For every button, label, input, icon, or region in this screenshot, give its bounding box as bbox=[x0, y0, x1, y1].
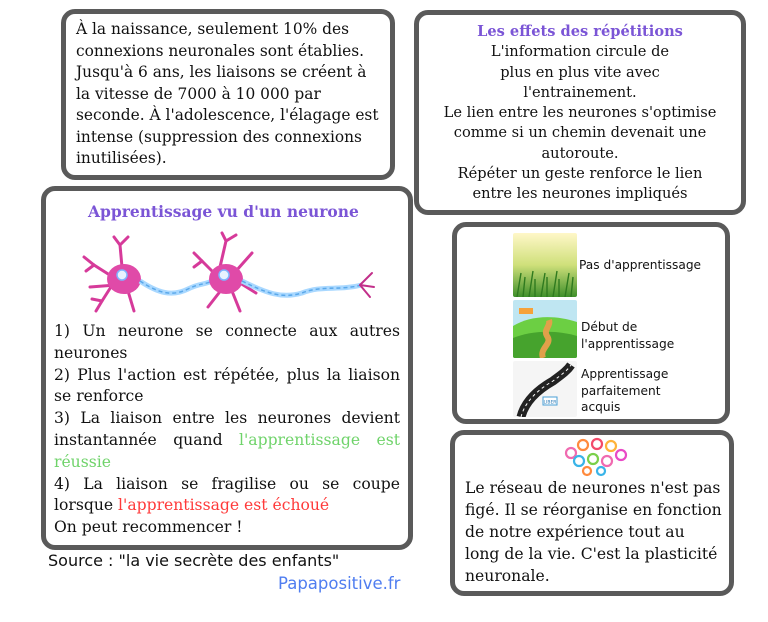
repetition-effects-card bbox=[414, 10, 746, 215]
birth-facts-text: À la naissance, seulement 10% des connexions neuronales sont établies. Jusqu'à 6 ans, les liaisons se créent à la vitesse de 7000 à 10 000 par seconde. À l'adolescence, l'élagage est intense (suppression des connexions inutilisées). bbox=[76, 20, 379, 167]
plasticity-text: Le réseau de neurones n'est pas figé. Il se réorganise en fonction de notre expérience tout au long de la vie. C'est la plasticité neuronale. bbox=[465, 479, 722, 585]
neuron-learning-title: Apprentissage vu d'un neurone bbox=[88, 202, 359, 221]
axon-left bbox=[140, 281, 212, 293]
highway-sign-text: LIBER bbox=[543, 400, 557, 406]
brand-link[interactable]: Papapositive.fr bbox=[278, 574, 401, 593]
neuron-step-4-failure: l'apprentissage est échoué bbox=[118, 496, 330, 515]
neuron-step-4 bbox=[54, 474, 400, 518]
brain-gears-icon bbox=[561, 437, 631, 477]
highway-image bbox=[513, 361, 577, 417]
neuron-step-3-success: l'apprentissage est réussie bbox=[54, 430, 400, 471]
birth-facts-card bbox=[61, 9, 395, 180]
stage-2-label: Début de l'apprentissage bbox=[581, 320, 675, 351]
repetition-effects-paragraph-1: L'information circule de plus en plus vite avec l'entrainement. bbox=[490, 43, 670, 101]
neuron-illustration bbox=[76, 227, 376, 319]
stage-3-label: Apprentissage parfaitement acquis bbox=[581, 367, 669, 414]
neuron-step-4-text: 4) La liaison se fragilise ou se coupe lorsque bbox=[54, 474, 400, 515]
grass-field-image bbox=[513, 233, 577, 297]
repetition-effects-paragraph-3: Répéter un geste renforce le lien entre les neurones impliqués bbox=[457, 165, 703, 203]
repetition-effects-title: Les effets des répétitions bbox=[477, 23, 683, 40]
neuron-step-1: 1) Un neurone se connecte aux autres neurones bbox=[54, 322, 400, 362]
plasticity-card bbox=[450, 430, 734, 596]
repetition-effects-paragraph-2: Le lien entre les neurones s'optimise comme si un chemin devenait une autoroute. bbox=[443, 104, 717, 162]
source-caption: Source : "la vie secrète des enfants" bbox=[48, 551, 340, 570]
neuron-step-3-text: 3) La liaison entre les neurones devient instantannée quand bbox=[54, 409, 400, 449]
neuron-learning-card bbox=[41, 186, 413, 550]
neuron-step-3 bbox=[54, 408, 400, 473]
neuron-step-2: 2) Plus l'action est répétée, plus la liaison se renforce bbox=[54, 365, 400, 406]
learning-stages-card bbox=[452, 222, 730, 424]
stage-1-label: Pas d'apprentissage bbox=[579, 258, 702, 272]
neuron-closing: On peut recommencer ! bbox=[54, 518, 243, 537]
winding-path-image bbox=[513, 300, 577, 358]
